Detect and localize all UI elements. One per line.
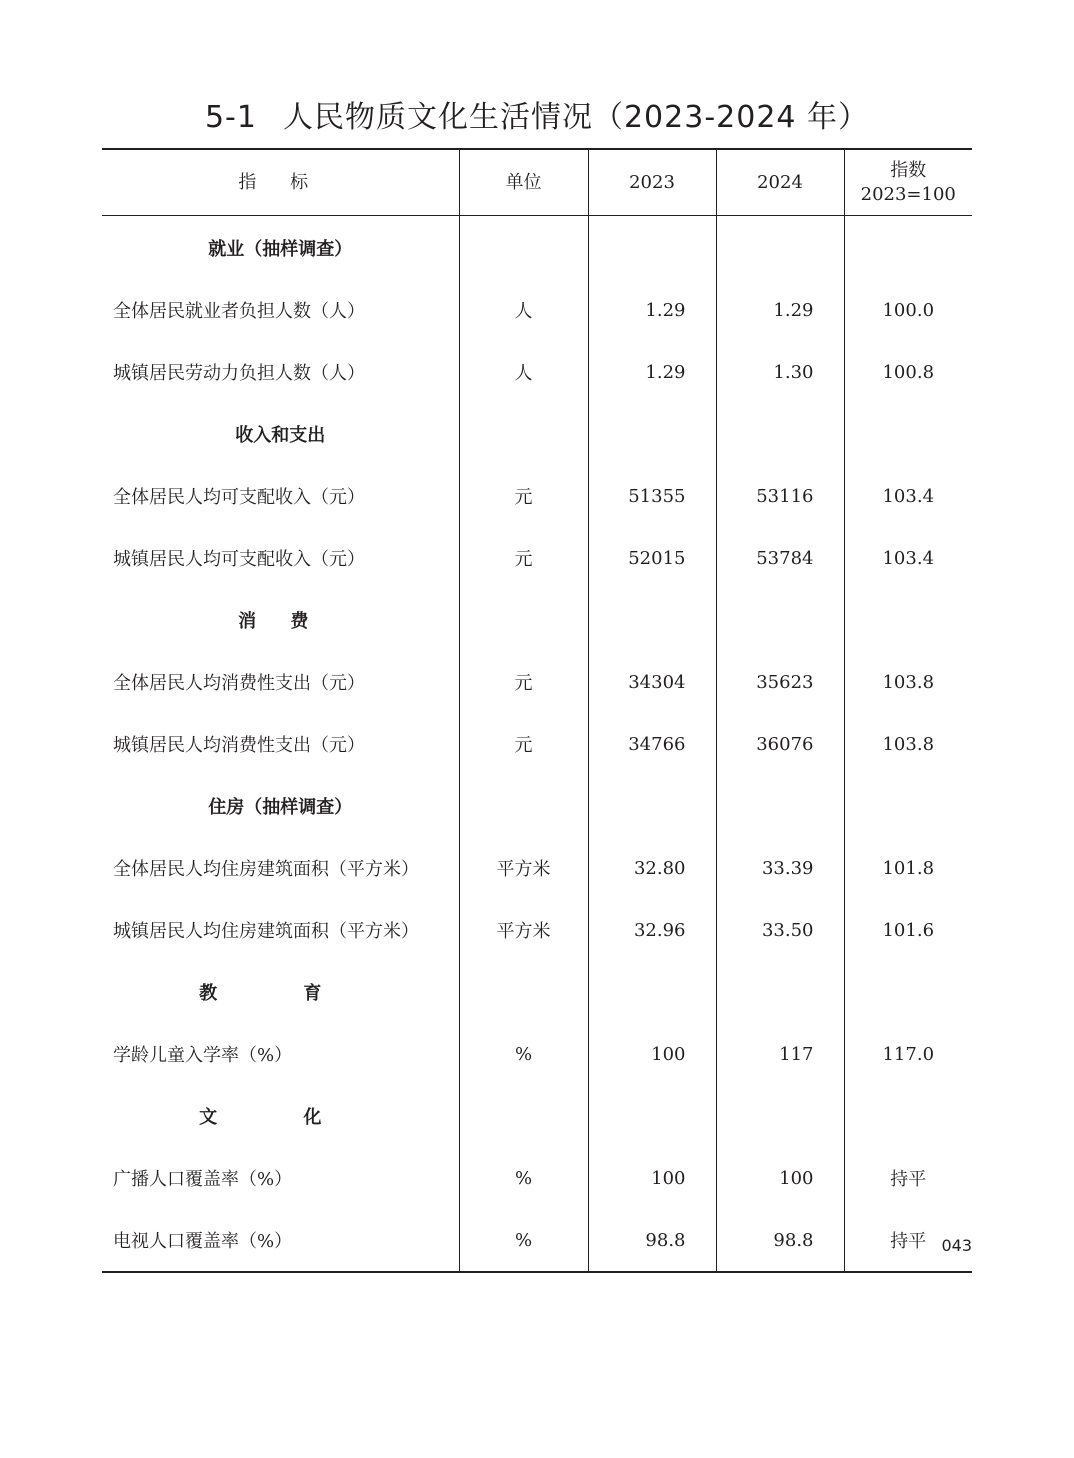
header-index (844, 149, 972, 216)
header-index-line1: 指数 (890, 159, 927, 181)
value-2024-cell: 1.30 (716, 341, 844, 403)
empty-cell (844, 216, 972, 280)
index-cell: 117.0 (844, 1023, 972, 1085)
unit-cell: 元 (459, 713, 588, 775)
index-cell: 103.4 (844, 527, 972, 589)
empty-cell (716, 961, 844, 1023)
section-title: 文 化 (199, 1107, 362, 1128)
unit-cell: % (459, 1023, 588, 1085)
value-2024-cell: 53784 (716, 527, 844, 589)
empty-cell (716, 775, 844, 837)
value-2024-cell: 53116 (716, 465, 844, 527)
empty-cell (716, 1085, 844, 1147)
header-2023: 2023 (588, 149, 716, 216)
value-2023-cell: 52015 (588, 527, 716, 589)
indicator-cell: 全体居民人均消费性支出（元） (113, 673, 365, 694)
empty-cell (459, 589, 588, 651)
indicator-cell: 城镇居民人均住房建筑面积（平方米） (113, 921, 419, 942)
table-body (102, 216, 972, 1273)
table-row (102, 1147, 972, 1209)
value-2023-cell: 100 (588, 1147, 716, 1209)
index-cell: 100.8 (844, 341, 972, 403)
indicator-cell: 广播人口覆盖率（%） (113, 1169, 293, 1190)
empty-cell (844, 589, 972, 651)
page-number: 043 (941, 1236, 972, 1255)
table-title: 人民物质文化生活情况（2023-2024 年） (282, 100, 870, 135)
indicator-cell: 全体居民就业者负担人数（人） (113, 301, 365, 322)
index-cell: 103.8 (844, 713, 972, 775)
value-2024-cell: 1.29 (716, 279, 844, 341)
value-2023-cell: 51355 (588, 465, 716, 527)
value-2023-cell: 98.8 (588, 1209, 716, 1272)
unit-cell: % (459, 1209, 588, 1272)
empty-cell (844, 403, 972, 465)
indicator-cell: 全体居民人均住房建筑面积（平方米） (113, 859, 419, 880)
indicator-cell: 城镇居民人均消费性支出（元） (113, 735, 365, 756)
index-cell: 103.8 (844, 651, 972, 713)
value-2023-cell: 34766 (588, 713, 716, 775)
empty-cell (716, 403, 844, 465)
unit-cell: 元 (459, 651, 588, 713)
empty-cell (588, 403, 716, 465)
section-row (102, 589, 972, 651)
table-row (102, 465, 972, 527)
index-cell: 101.8 (844, 837, 972, 899)
section-title: 消 费 (238, 611, 323, 632)
value-2023-cell: 34304 (588, 651, 716, 713)
empty-cell (459, 216, 588, 280)
table-row (102, 651, 972, 713)
unit-cell: 元 (459, 465, 588, 527)
empty-cell (588, 1085, 716, 1147)
index-cell: 持平 (844, 1209, 972, 1272)
section-row (102, 403, 972, 465)
empty-cell (588, 216, 716, 280)
empty-cell (716, 589, 844, 651)
empty-cell (459, 403, 588, 465)
indicator-cell: 城镇居民人均可支配收入（元） (113, 549, 365, 570)
unit-cell: 人 (459, 341, 588, 403)
empty-cell (716, 216, 844, 280)
header-unit: 单位 (459, 149, 588, 216)
unit-cell: % (459, 1147, 588, 1209)
empty-cell (459, 961, 588, 1023)
indicator-cell: 全体居民人均可支配收入（元） (113, 487, 365, 508)
indicator-cell: 电视人口覆盖率（%） (113, 1231, 293, 1252)
unit-cell: 人 (459, 279, 588, 341)
index-cell: 100.0 (844, 279, 972, 341)
indicator-cell: 学龄儿童入学率（%） (113, 1045, 293, 1066)
table-row (102, 1209, 972, 1272)
section-title: 住房（抽样调查） (208, 797, 353, 818)
value-2023-cell: 100 (588, 1023, 716, 1085)
table-row (102, 1023, 972, 1085)
section-title: 收入和支出 (235, 425, 326, 446)
table-row (102, 713, 972, 775)
header-index-line2: 2023=100 (860, 183, 956, 205)
value-2023-cell: 32.80 (588, 837, 716, 899)
header-row (102, 149, 972, 216)
section-row (102, 1085, 972, 1147)
table-row (102, 899, 972, 961)
value-2023-cell: 1.29 (588, 279, 716, 341)
empty-cell (588, 775, 716, 837)
value-2024-cell: 98.8 (716, 1209, 844, 1272)
table-number: 5-1 (204, 100, 257, 135)
unit-cell: 平方米 (459, 837, 588, 899)
header-indicator: 指 标 (102, 149, 459, 216)
indicator-cell: 城镇居民劳动力负担人数（人） (113, 363, 365, 384)
header-2024: 2024 (716, 149, 844, 216)
value-2024-cell: 33.39 (716, 837, 844, 899)
data-table (102, 148, 972, 1273)
empty-cell (844, 1085, 972, 1147)
page-title (0, 96, 1074, 140)
section-row (102, 961, 972, 1023)
empty-cell (588, 961, 716, 1023)
empty-cell (844, 961, 972, 1023)
empty-cell (588, 589, 716, 651)
index-cell: 101.6 (844, 899, 972, 961)
table-row (102, 527, 972, 589)
section-row (102, 216, 972, 280)
section-row (102, 775, 972, 837)
value-2023-cell: 32.96 (588, 899, 716, 961)
unit-cell: 元 (459, 527, 588, 589)
table-row (102, 341, 972, 403)
empty-cell (459, 775, 588, 837)
value-2024-cell: 117 (716, 1023, 844, 1085)
section-title: 就业（抽样调查） (208, 238, 353, 260)
value-2024-cell: 100 (716, 1147, 844, 1209)
table-row (102, 279, 972, 341)
index-cell: 103.4 (844, 465, 972, 527)
value-2023-cell: 1.29 (588, 341, 716, 403)
index-cell: 持平 (844, 1147, 972, 1209)
table-row (102, 837, 972, 899)
empty-cell (844, 775, 972, 837)
value-2024-cell: 33.50 (716, 899, 844, 961)
value-2024-cell: 36076 (716, 713, 844, 775)
value-2024-cell: 35623 (716, 651, 844, 713)
unit-cell: 平方米 (459, 899, 588, 961)
section-title: 教 育 (199, 983, 362, 1004)
empty-cell (459, 1085, 588, 1147)
